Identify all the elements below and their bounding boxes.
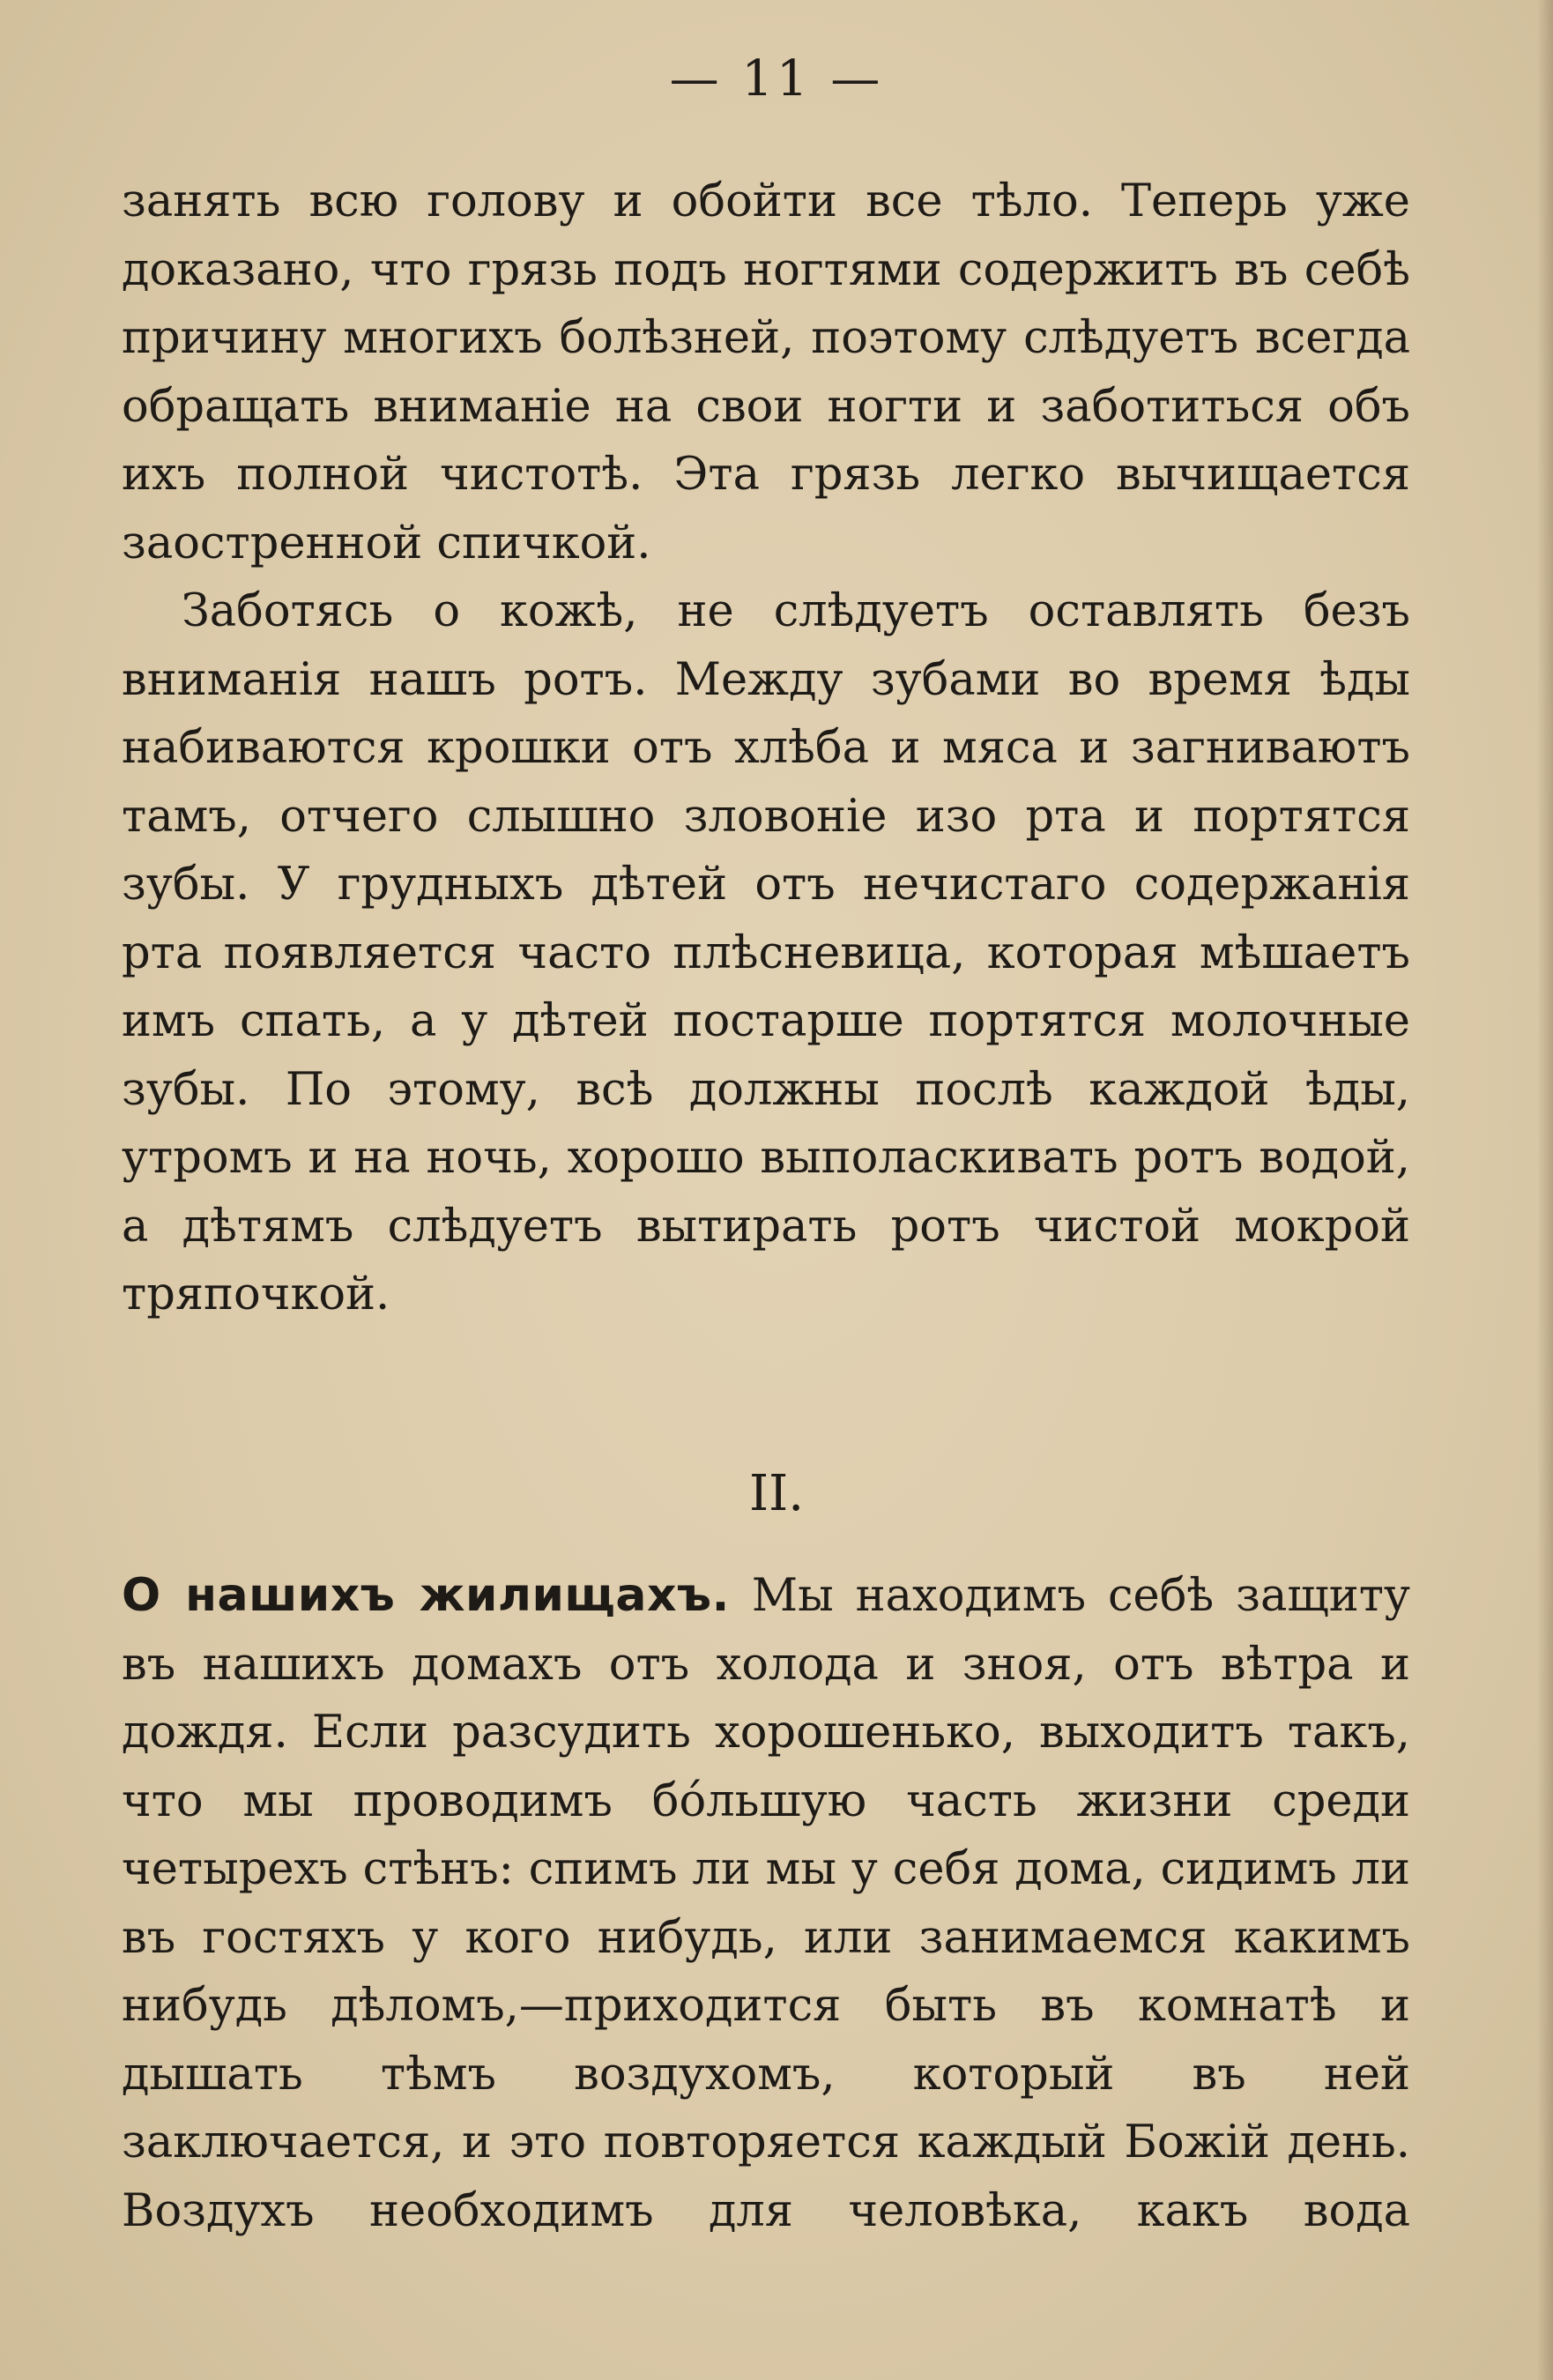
paragraph-nail-hygiene: занять всю голову и обойти все тѣло. Теперь уже доказано, что грязь подъ ногтями содержитъ въ себѣ причину многихъ болѣзней, поэтому слѣдуетъ всегда обращать вниманіе на свои ногти и заботиться объ ихъ полной чистотѣ. Эта грязь легко вычищается заостренной спичкой.	[122, 175, 1410, 569]
paragraph-dwellings-body: Мы находимъ себѣ защиту въ нашихъ домахъ отъ холода и зноя, отъ вѣтра и дождя. Если разсудить хорошенько, выходитъ такъ, что мы проводимъ бо́льшую часть жизни среди четырехъ стѣнъ: спимъ ли мы у себя дома, сидимъ ли въ гостяхъ у кого нибудь, или занимаемся какимъ нибудь дѣломъ,—приходится быть въ комнатѣ и дышать тѣмъ воздухомъ, который въ ней заключается, и это повторяется каждый Божій день. Воздухъ необходимъ для человѣка, какъ вода	[122, 1570, 1411, 2237]
paragraph-mouth-hygiene: Заботясь о кожѣ, не слѣдуетъ оставлять безъ вниманія нашъ ротъ. Между зубами во время ѣды набиваются крошки отъ хлѣба и мяса и загниваютъ тамъ, отчего слышно зловоніе изо рта и портятся зубы. У грудныхъ дѣтей отъ нечистаго содержанія рта появляется часто плѣсневица, которая мѣшаетъ имъ спать, а у дѣтей постарше портятся молочные зубы. По этому, всѣ должны послѣ каждой ѣды, утромъ и на ночь, хорошо выполаскивать ротъ водой, а дѣтямъ слѣдуетъ вытирать ротъ чистой мокрой тряпочкой.	[122, 585, 1410, 1320]
section-title: О нашихъ жилищахъ.	[122, 1569, 730, 1622]
paragraph-dwellings	[122, 1562, 1410, 2245]
section-2-text	[122, 1562, 1410, 2245]
section-number: II.	[748, 1465, 805, 1522]
page-number: — 11 —	[669, 50, 884, 108]
section-1-text	[122, 167, 1410, 1329]
